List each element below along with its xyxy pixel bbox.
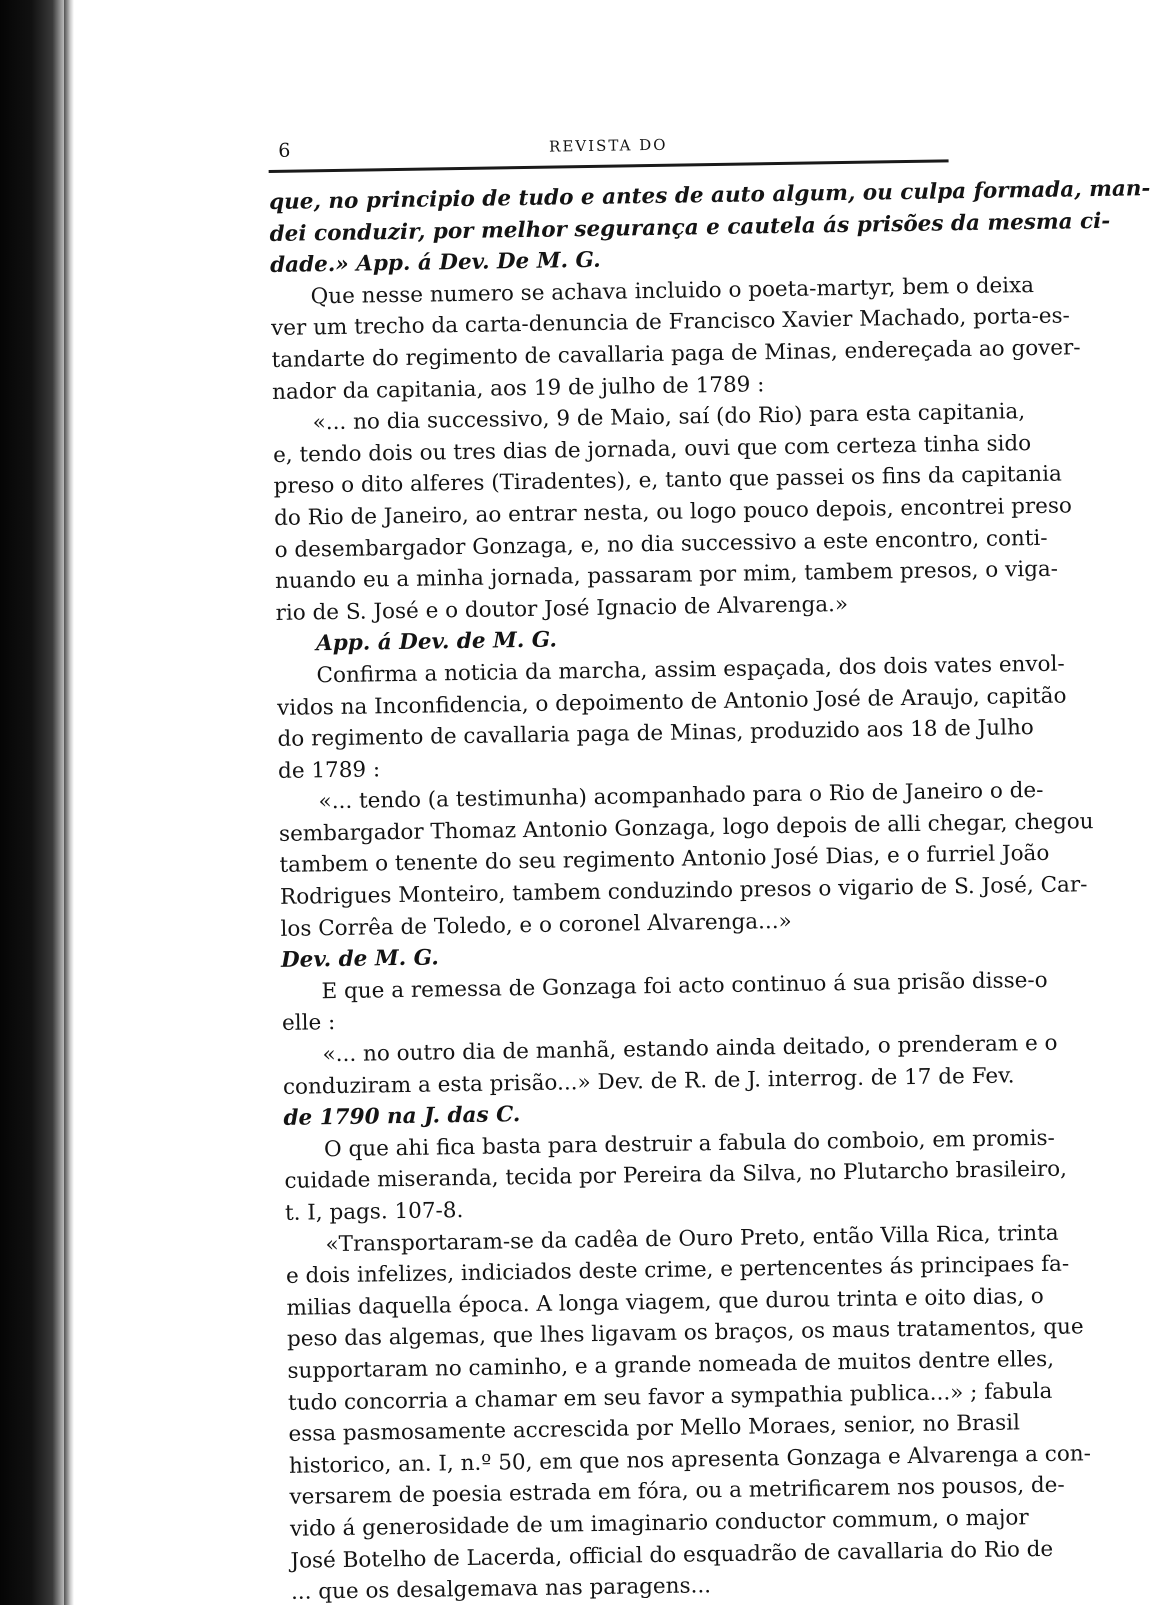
text-line: Que nesse numero se achava incluido o poeta-martyr, bem o deixa — [310, 272, 1035, 310]
text-line: essa pasmosamente accrescida por Mello Moraes, senior, no Brasil — [288, 1410, 1021, 1447]
text-line: de 1790 na J. das C. — [283, 1102, 521, 1132]
text-line: versarem de poesia estrada em fóra, ou a metrificarem nos pousos, de- — [289, 1472, 1065, 1511]
text-line: de 1789 : — [277, 757, 381, 784]
text-line: O que ahi fica basta para destruir a fabula do comboio, em promis- — [323, 1125, 1056, 1163]
text-line: «... no outro dia de manhã, estando ainda deitado, o prenderam e o — [322, 1030, 1058, 1068]
text-line: rio de S. José e o doutor José Ignacio de Alvarenga.» — [275, 591, 849, 626]
text-line: dade.» App. á Dev. De M. G. — [269, 247, 601, 279]
text-line: supportaram no caminho, e a grande nomeada de muitos dentre elles, — [287, 1346, 1055, 1384]
book-page — [268, 119, 1151, 1605]
book-spine-shadow — [0, 0, 70, 1605]
text-line: tambem o tenente do seu regimento Antonio José Dias, e o furriel João — [279, 841, 1050, 879]
text-line: t. I, pags. 107-8. — [284, 1198, 464, 1226]
text-line: E que a remessa de Gonzaga foi acto continuo á sua prisão disse-o — [321, 967, 1048, 1005]
text-line: nador da capitania, aos 19 de julho de 1789 : — [271, 371, 765, 405]
text-line: ver um trecho da carta-denuncia de Francisco Xavier Machado, porta-es- — [270, 303, 1071, 342]
text-line: cuidade miseranda, tecida por Pereira da Silva, no Plutarcho brasileiro, — [284, 1156, 1068, 1195]
text-line: «... tendo (a testimunha) acompanhado para o Rio de Janeiro o de- — [318, 778, 1044, 815]
text-line: nuando eu a minha jornada, passaram por mim, tambem presos, o viga- — [274, 556, 1059, 595]
text-line: peso das algemas, que lhes ligavam os braços, os maus tratamentos, que — [286, 1314, 1084, 1353]
text-line: dei conduzir, por melhor segurança e cautela ás prisões da mesma ci- — [269, 208, 1111, 247]
text-line: App. á Dev. de M. G. — [315, 627, 558, 657]
text-line: Dev. de M. G. — [280, 945, 439, 974]
text-line: sembargador Thomaz Antonio Gonzaga, logo depois de alli chegar, chegou — [278, 808, 1094, 847]
text-line: do Rio de Janeiro, ao entrar nesta, ou logo pouco depois, encontrei preso — [273, 493, 1073, 531]
text-line: que, no principio de tudo e antes de auto algum, ou culpa formada, man- — [268, 176, 1151, 215]
text-line: «Transportaram-se da cadêa de Ouro Preto, então Villa Rica, trinta — [325, 1220, 1059, 1257]
text-line: ... que os desalgemava nas paragens... — [290, 1573, 712, 1605]
gutter-shadow — [64, 0, 74, 1605]
text-line: José Botelho de Lacerda, official do esquadrão de cavallaria do Rio de — [290, 1536, 1054, 1574]
text-line: vido á generosidade de um imaginario conductor commum, o major — [289, 1505, 1029, 1542]
text-line: e dois infelizes, indiciados deste crime, e pertencentes ás principaes fa- — [285, 1251, 1070, 1290]
text-line: milias daquella época. A longa viagem, que durou trinta e oito dias, o — [286, 1283, 1044, 1321]
text-line: preso o dito alferes (Tiradentes), e, tanto que passei os fins da capitania — [273, 461, 1063, 500]
text-line: Confirma a noticia da marcha, assim espaçada, dos dois vates envol- — [316, 651, 1065, 689]
page-body-text — [268, 162, 1151, 1608]
text-line: «... no dia successivo, 9 de Maio, saí (do Rio) para esta capitania, — [312, 399, 1026, 436]
text-line: o desembargador Gonzaga, e, no dia successivo a este encontro, conti- — [274, 525, 1048, 563]
text-line: tudo concorria a chamar em seu favor a sympathia publica...» ; fabula — [287, 1378, 1053, 1416]
text-line: tandarte do regimento de cavallaria paga de Minas, endereçada ao gover- — [271, 335, 1081, 373]
running-title: REVISTA DO — [548, 135, 668, 156]
text-line: historico, an. I, n.º 50, em que nos apresenta Gonzaga e Alvarenga a con- — [288, 1440, 1092, 1479]
text-line: los Corrêa de Toledo, e o coronel Alvarenga...» — [280, 908, 792, 942]
page-number: 6 — [278, 139, 291, 162]
text-line: conduziram a esta prisão...» Dev. de R. de J. interrog. de 17 de Fev. — [282, 1063, 1015, 1100]
text-line: e, tendo dois ou tres dias de jornada, ouvi que com certeza tinha sido — [272, 430, 1032, 468]
text-line: vidos na Inconfidencia, o depoimento de Antonio José de Araujo, capitão — [276, 683, 1067, 721]
text-line: Rodrigues Monteiro, tambem conduzindo presos o vigario de S. José, Car- — [279, 872, 1088, 910]
text-line: elle : — [281, 1010, 336, 1037]
text-line: do regimento de cavallaria paga de Minas, produzido aos 18 de Julho — [277, 715, 1034, 753]
